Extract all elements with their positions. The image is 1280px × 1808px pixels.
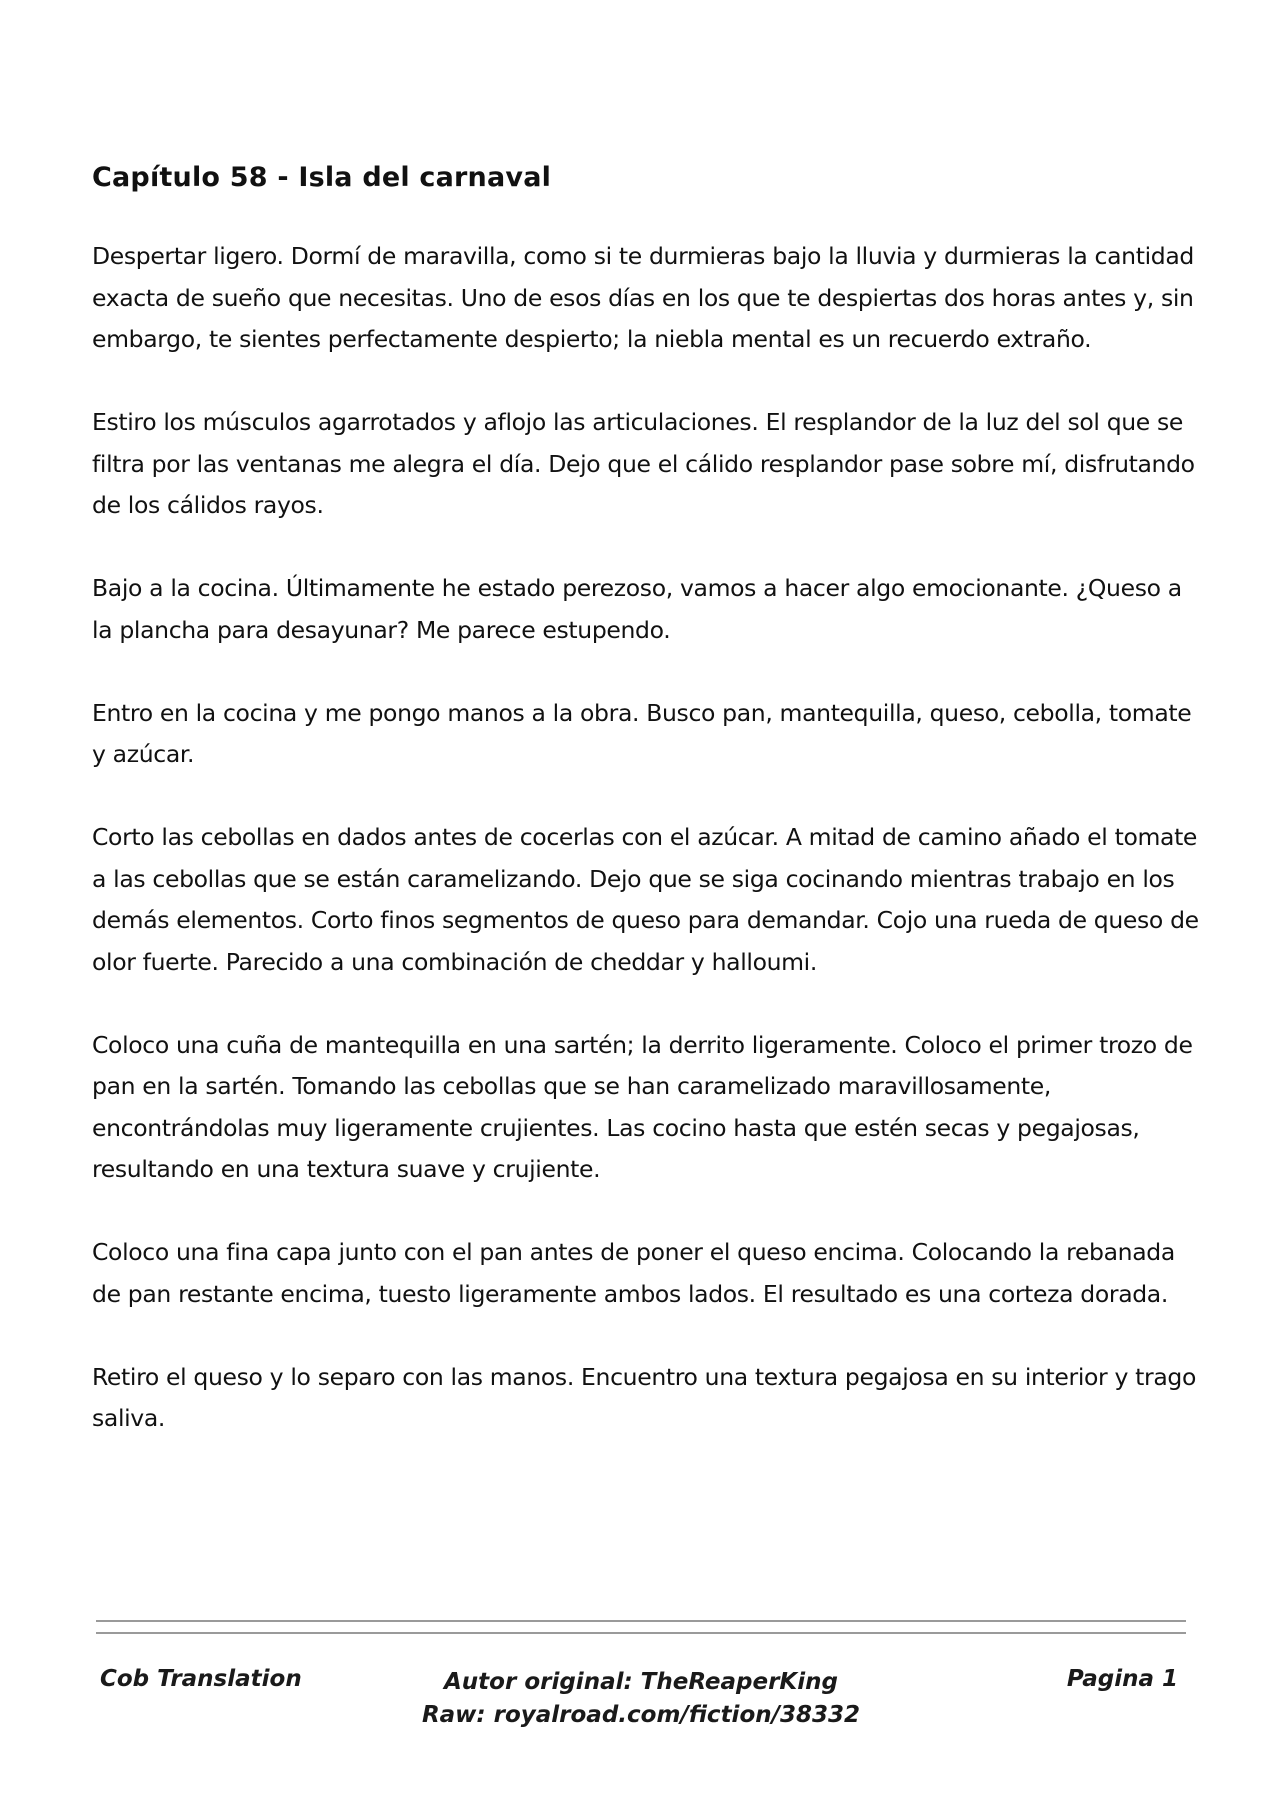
raw-source-link: Raw: royalroad.com/fiction/38332 [421,1702,861,1728]
paragraph: Bajo a la cocina. Últimamente he estado perezoso, vamos a hacer algo emocionante. ¿Queso a la plancha para desayunar? Me parece estupendo. [92,574,1182,644]
paragraph: Coloco una fina capa junto con el pan antes de poner el queso encima. Colocando la rebanada de pan restante encima, tuesto ligeramente ambos lados. El resultado es una corteza dorada. [92,1238,1175,1308]
paragraph: Despertar ligero. Dormí de maravilla, como si te durmieras bajo la lluvia y durmieras la cantidad exacta de sueño que necesitas. Uno de esos días en los que te despiertas dos horas antes y, sin embargo, te sientes perfectamente despierto; la niebla mental es un recuerdo extraño. [92,242,1194,353]
paragraph: Coloco una cuña de mantequilla en una sartén; la derrito ligeramente. Coloco el primer trozo de pan en la sartén. Tomando las cebollas que se han caramelizado maravillosamente, encontrándolas muy ligeramente crujientes. Las cocino hasta que estén secas y pegajosas, resultando en una textura suave y crujiente. [92,1030,1193,1183]
source-credit [96,1666,1186,1732]
footer-divider [96,1632,1186,1634]
paragraph: Retiro el queso y lo separo con las manos. Encuentro una textura pegajosa en su interior y trago saliva. [92,1362,1196,1432]
chapter-title: Capítulo 58 - Isla del carnaval [92,162,552,193]
original-author: Autor original: TheReaperKing [444,1669,838,1695]
paragraph: Entro en la cocina y me pongo manos a la obra. Busco pan, mantequilla, queso, cebolla, tomate y azúcar. [92,698,1192,768]
paragraph: Corto las cebollas en dados antes de cocerlas con el azúcar. A mitad de camino añado el tomate a las cebollas que se están caramelizando. Dejo que se siga cocinando mientras trabajo en los demás elementos. Corto finos segmentos de queso para demandar. Cojo una rueda de queso de olor fuerte. Parecido a una combinación de cheddar y halloumi. [92,823,1199,976]
page-content [92,158,1200,1481]
page-number: Pagina 1 [1066,1666,1178,1692]
paragraph: Estiro los músculos agarrotados y aflojo las articulaciones. El resplandor de la luz del sol que se filtra por las ventanas me alegra el día. Dejo que el cálido resplandor pase sobre mí, disfrutando de los cálidos rayos. [92,408,1195,519]
footer-divider [96,1620,1186,1622]
translator-credit: Cob Translation [100,1666,302,1692]
